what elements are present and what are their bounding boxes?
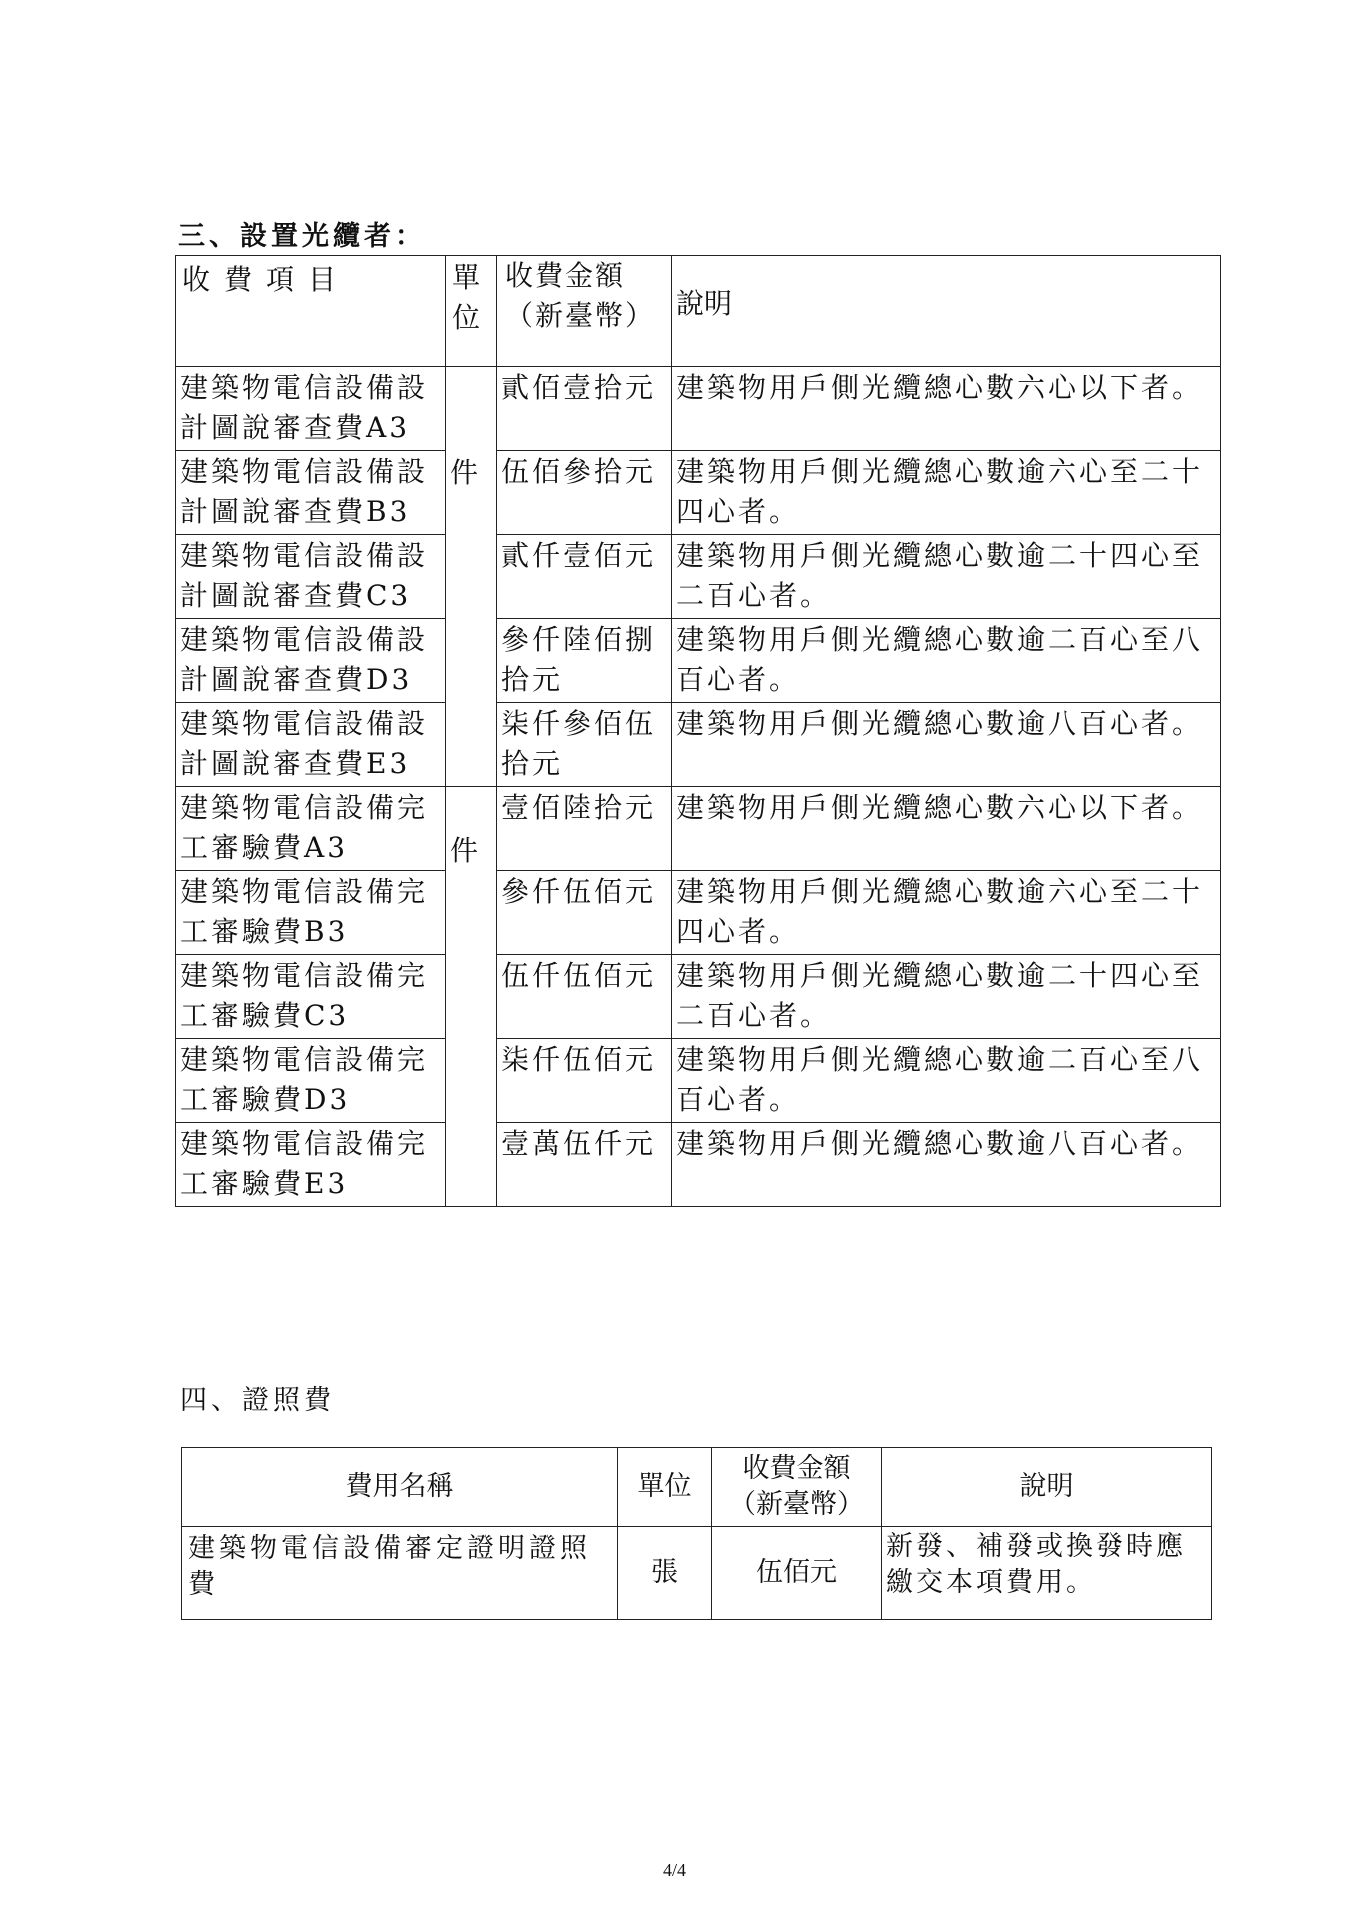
unit-cell: 件 [446, 787, 497, 1207]
fee-amount: 貳佰壹拾元 [497, 367, 672, 451]
certificate-fee-table [181, 1447, 1212, 1620]
table-row [176, 787, 1221, 871]
fee-amount: 參仟陸佰捌拾元 [497, 619, 672, 703]
fee-description: 建築物用戶側光纜總心數逾八百心者。 [672, 1123, 1221, 1207]
fee-amount: 伍仟伍佰元 [497, 955, 672, 1039]
fee-description: 建築物用戶側光纜總心數逾六心至二十四心者。 [672, 451, 1221, 535]
table-row [182, 1527, 1212, 1620]
header-amount-line1: 收費金額 [505, 259, 626, 292]
fee-item: 建築物電信設備完工審驗費A3 [176, 787, 446, 871]
fee-item: 建築物電信設備設計圖說審查費C3 [176, 535, 446, 619]
table-row [176, 367, 1221, 451]
fee-description: 建築物用戶側光纜總心數逾二百心至八百心者。 [672, 1039, 1221, 1123]
fee-description: 建築物用戶側光纜總心數逾二十四心至二百心者。 [672, 535, 1221, 619]
header-unit-line1: 單 [452, 261, 481, 294]
fee-amount: 柒仟伍佰元 [497, 1039, 672, 1123]
fee-item: 建築物電信設備完工審驗費B3 [176, 871, 446, 955]
table-row [176, 451, 1221, 535]
optical-cable-fee-table [175, 255, 1221, 1207]
table-row [176, 1039, 1221, 1123]
section4-title: 四、證照費 [180, 1385, 335, 1416]
fee-amount: 壹佰陸拾元 [497, 787, 672, 871]
table-header-row [182, 1448, 1212, 1527]
header-name: 費用名稱 [182, 1448, 618, 1527]
fee-description: 建築物用戶側光纜總心數逾六心至二十四心者。 [672, 871, 1221, 955]
header-unit-line2: 位 [452, 301, 481, 334]
table-row [176, 535, 1221, 619]
header-description: 說明 [672, 256, 1221, 367]
fee-description: 建築物用戶側光纜總心數逾二百心至八百心者。 [672, 619, 1221, 703]
fee-amount: 參仟伍佰元 [497, 871, 672, 955]
fee-item: 建築物電信設備設計圖說審查費D3 [176, 619, 446, 703]
fee-description: 建築物用戶側光纜總心數逾二十四心至二百心者。 [672, 955, 1221, 1039]
header-unit: 單位 [618, 1448, 712, 1527]
fee-item: 建築物電信設備設計圖說審查費B3 [176, 451, 446, 535]
unit-cell: 件 [446, 367, 497, 787]
fee-name: 建築物電信設備審定證明證照費 [182, 1527, 618, 1620]
fee-amount: 柒仟參佰伍拾元 [497, 703, 672, 787]
fee-amount: 壹萬伍仟元 [497, 1123, 672, 1207]
fee-amount: 伍佰元 [712, 1527, 882, 1620]
fee-item: 建築物電信設備完工審驗費D3 [176, 1039, 446, 1123]
fee-description: 新發、補發或換發時應繳交本項費用。 [882, 1527, 1212, 1620]
fee-item: 建築物電信設備設計圖說審查費A3 [176, 367, 446, 451]
table-header-row [176, 256, 1221, 367]
table-row [176, 1123, 1221, 1207]
header-description: 說明 [882, 1448, 1212, 1527]
fee-item: 建築物電信設備完工審驗費C3 [176, 955, 446, 1039]
page-number: 4/4 [662, 1860, 686, 1880]
table-row [176, 619, 1221, 703]
header-unit [446, 256, 497, 367]
fee-description: 建築物用戶側光纜總心數六心以下者。 [672, 367, 1221, 451]
header-amount [712, 1448, 882, 1527]
fee-unit: 張 [618, 1527, 712, 1620]
table-row [176, 703, 1221, 787]
header-amount [497, 256, 672, 367]
section3-title: 三、設置光纜者： [178, 221, 426, 252]
header-amount-line2: （新臺幣） [505, 299, 656, 332]
header-amount-line2: （新臺幣） [729, 1489, 864, 1520]
fee-item: 建築物電信設備設計圖說審查費E3 [176, 703, 446, 787]
table-row [176, 955, 1221, 1039]
fee-description: 建築物用戶側光纜總心數逾八百心者。 [672, 703, 1221, 787]
header-item: 收費項目 [176, 256, 446, 367]
header-amount-line1: 收費金額 [742, 1453, 851, 1484]
fee-amount: 貳仟壹佰元 [497, 535, 672, 619]
fee-description: 建築物用戶側光纜總心數六心以下者。 [672, 787, 1221, 871]
fee-amount: 伍佰參拾元 [497, 451, 672, 535]
fee-item: 建築物電信設備完工審驗費E3 [176, 1123, 446, 1207]
table-row [176, 871, 1221, 955]
